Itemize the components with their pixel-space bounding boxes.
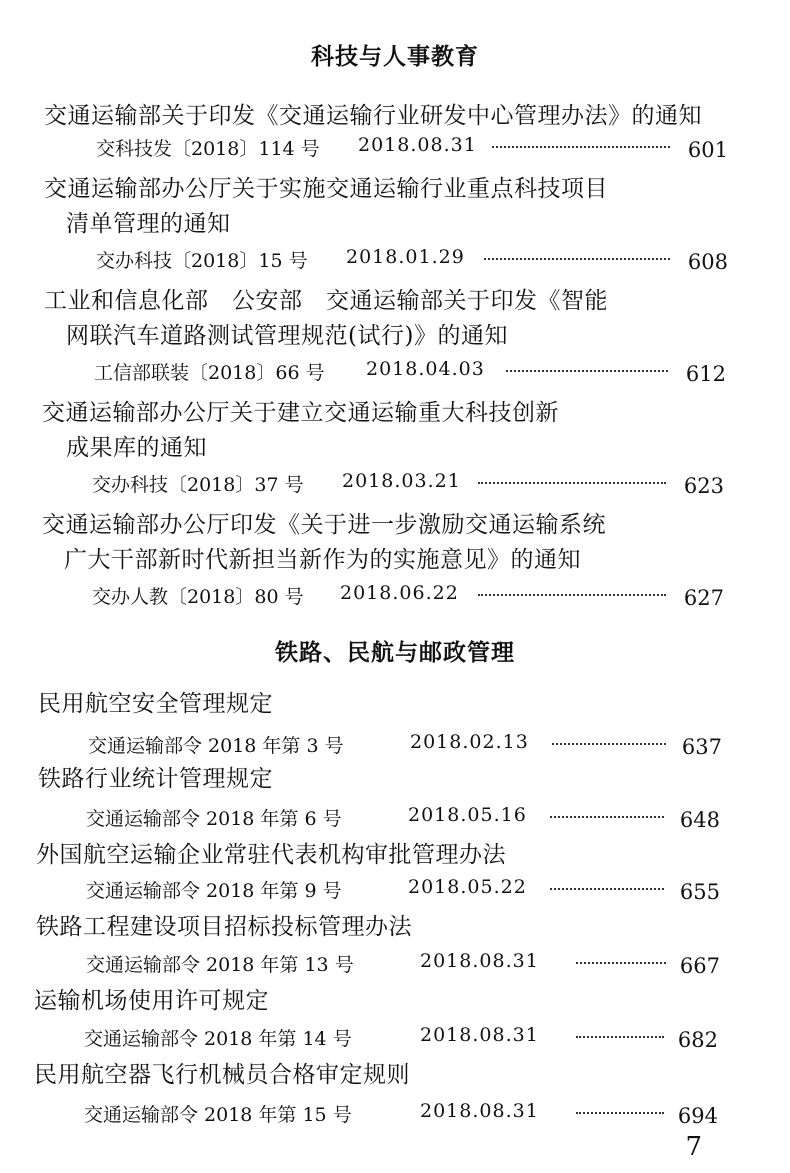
entry-document-number: 交办科技〔2018〕37 号 <box>92 474 304 496</box>
entry-meta-row <box>86 872 720 902</box>
entry-title-continuation: 清单管理的通知 <box>66 211 231 237</box>
entry-title: 交通运输部办公厅关于实施交通运输行业重点科技项目 <box>44 176 608 202</box>
entry-page-number: 608 <box>687 250 728 274</box>
entry-title: 铁路行业统计管理规定 <box>38 766 273 792</box>
entry-date: 2018.06.22 <box>340 582 459 604</box>
entry-page-number: 655 <box>679 880 720 904</box>
entry-title-continuation: 广大干部新时代新担当新作为的实施意见》的通知 <box>64 547 581 573</box>
entry-page-number: 637 <box>681 735 722 759</box>
dot-leader <box>576 1036 664 1038</box>
section-title: 科技与人事教育 <box>311 44 479 70</box>
entry-meta-row <box>86 800 720 830</box>
entry-document-number: 工信部联装〔2018〕66 号 <box>94 362 325 384</box>
dot-leader <box>550 816 664 818</box>
entry-date: 2018.05.16 <box>408 804 527 826</box>
dot-leader <box>478 482 666 484</box>
entry-title: 铁路工程建设项目招标投标管理办法 <box>36 914 412 940</box>
entry-title: 交通运输部办公厅关于建立交通运输重大科技创新 <box>42 400 559 426</box>
entry-meta-row <box>96 242 728 272</box>
entry-page-number: 667 <box>679 954 720 978</box>
section-title: 铁路、民航与邮政管理 <box>275 640 515 666</box>
entry-meta-row <box>84 1020 718 1050</box>
entry-document-number: 交通运输部令 2018 年第 6 号 <box>86 808 342 830</box>
entry-page-number: 623 <box>683 474 724 498</box>
entry-meta-row <box>92 578 724 608</box>
entry-date: 2018.01.29 <box>346 246 465 268</box>
entry-page-number: 648 <box>679 808 720 832</box>
entry-title: 交通运输部办公厅印发《关于进一步激励交通运输系统 <box>42 512 606 538</box>
entry-title: 民用航空安全管理规定 <box>38 691 273 717</box>
dot-leader <box>576 962 666 964</box>
dot-leader <box>550 888 664 890</box>
entry-document-number: 交办科技〔2018〕15 号 <box>96 250 308 272</box>
entry-page-number: 682 <box>677 1028 718 1052</box>
entry-date: 2018.04.03 <box>366 358 485 380</box>
entry-document-number: 交通运输部令 2018 年第 14 号 <box>84 1028 352 1050</box>
entry-title-continuation: 成果库的通知 <box>66 435 207 461</box>
entry-meta-row <box>86 946 720 976</box>
entry-title-continuation: 网联汽车道路测试管理规范(试行)》的通知 <box>66 323 508 349</box>
entry-date: 2018.08.31 <box>420 1100 539 1122</box>
entry-title: 交通运输部关于印发《交通运输行业研发中心管理办法》的通知 <box>44 103 702 129</box>
entry-document-number: 交办人教〔2018〕80 号 <box>92 586 304 608</box>
dot-leader <box>492 146 670 148</box>
entry-date: 2018.08.31 <box>420 950 539 972</box>
entry-meta-row <box>96 130 728 160</box>
entry-title: 民用航空器飞行机械员合格审定规则 <box>34 1062 410 1088</box>
entry-title: 工业和信息化部 公安部 交通运输部关于印发《智能 <box>44 288 608 314</box>
entry-meta-row <box>84 1096 718 1126</box>
dot-leader <box>478 594 666 596</box>
entry-page-number: 612 <box>685 362 726 386</box>
dot-leader <box>576 1112 664 1114</box>
dot-leader <box>552 743 666 745</box>
entry-document-number: 交通运输部令 2018 年第 13 号 <box>86 954 354 976</box>
entry-page-number: 601 <box>687 138 728 162</box>
entry-meta-row <box>88 727 722 757</box>
entry-meta-row <box>92 466 724 496</box>
entry-title: 运输机场使用许可规定 <box>34 988 269 1014</box>
page-number: 7 <box>685 1132 702 1162</box>
entry-meta-row <box>94 354 726 384</box>
entry-date: 2018.08.31 <box>358 134 477 156</box>
dot-leader <box>506 370 668 372</box>
entry-page-number: 694 <box>677 1104 718 1128</box>
entry-document-number: 交科技发〔2018〕114 号 <box>96 138 320 160</box>
entry-date: 2018.02.13 <box>410 731 529 753</box>
entry-date: 2018.05.22 <box>408 876 527 898</box>
entry-date: 2018.08.31 <box>420 1024 539 1046</box>
entry-document-number: 交通运输部令 2018 年第 3 号 <box>88 735 344 757</box>
entry-title: 外国航空运输企业常驻代表机构审批管理办法 <box>36 842 506 868</box>
entry-document-number: 交通运输部令 2018 年第 9 号 <box>86 880 342 902</box>
dot-leader <box>484 258 670 260</box>
entry-date: 2018.03.21 <box>342 470 461 492</box>
entry-page-number: 627 <box>683 586 724 610</box>
entry-document-number: 交通运输部令 2018 年第 15 号 <box>84 1104 352 1126</box>
